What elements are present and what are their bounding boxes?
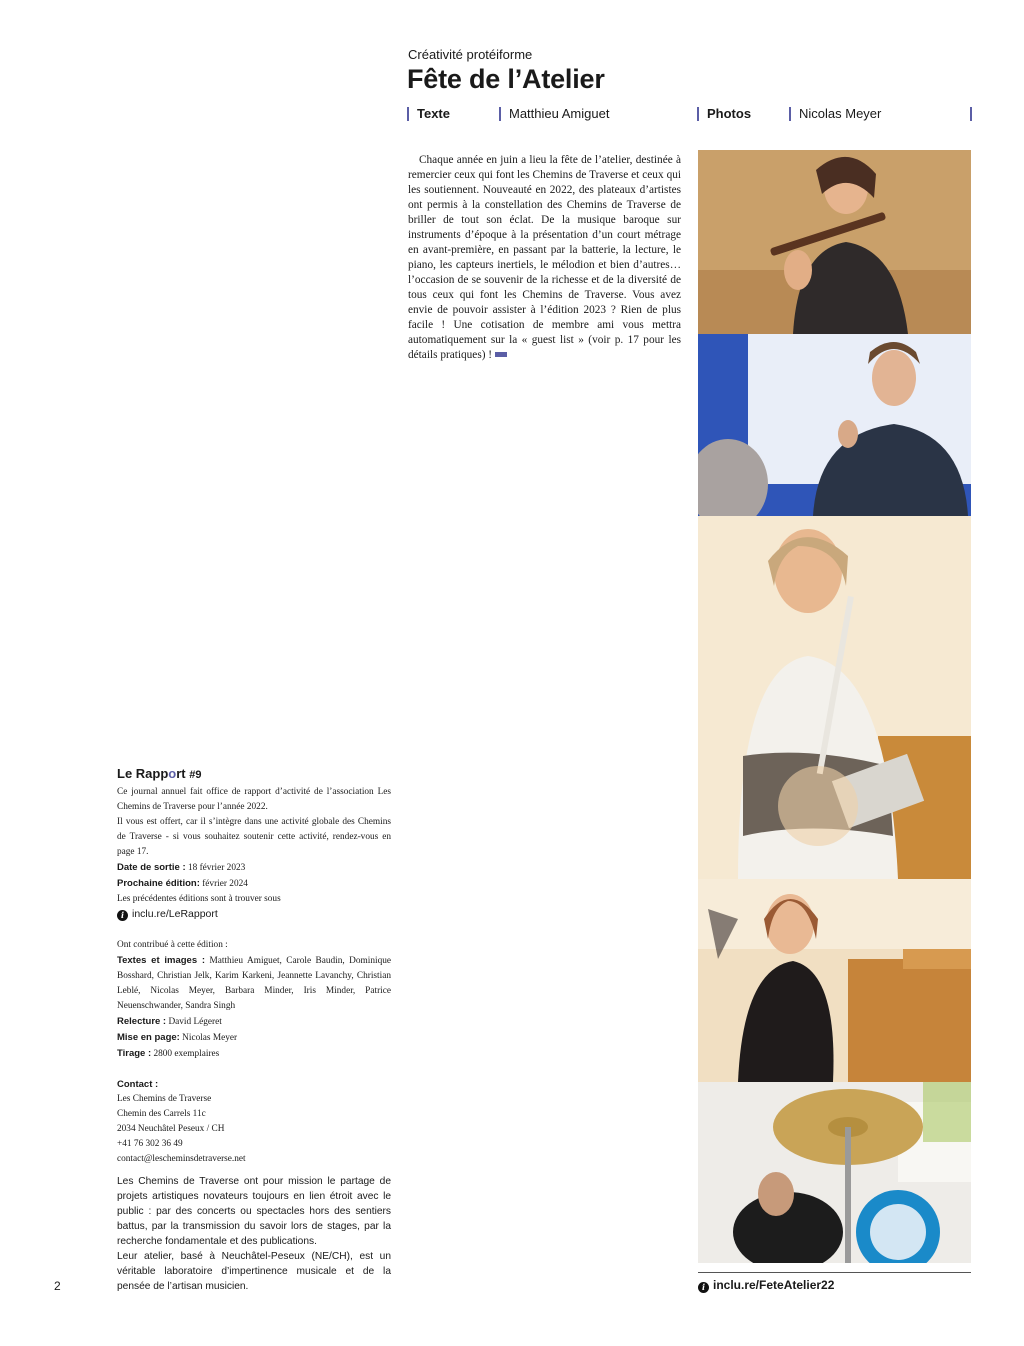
proof-label: Relecture : — [117, 1016, 167, 1027]
print-value: 2800 exemplaires — [153, 1049, 220, 1059]
release-value: 18 février 2023 — [187, 863, 246, 873]
credit-photos-label: Photos — [697, 106, 751, 122]
next-label: Prochaine édition: — [117, 878, 200, 889]
print-run — [117, 1046, 391, 1062]
layout-value: Nicolas Meyer — [182, 1033, 238, 1043]
mission-paragraph: Leur atelier, basé à Neuchâtel-Peseux (NE/CH), est un véritable laboratoire d’impertinence musicale et de la pensée de l’artisan musicien. — [117, 1251, 391, 1292]
credit-text-author: Matthieu Amiguet — [499, 106, 609, 122]
layout-credit — [117, 1030, 391, 1046]
article-paragraph: Chaque année en juin a lieu la fête de l’atelier, destinée à remercier ceux qui font les Chemins de Traverse et ceux qui les soutiennent. Nouveauté en 2022, des plateaux d’artistes ont permis à la constellation des Chemins de Traverse de briller de tout son éclat. De la musique baroque sur instruments d’époque à la présentation d’un court métrage en avant-première, en passant par la batterie, la lecture, le piano, les capteurs inertiels, le mélodion et bien d’autres… l’occasion de se souvenir de la richesse et de la diversité de tous ceux qui font les Chemins de Traverse. Vous avez envie de pouvoir assister à l’édition 2023 ? Rien de plus facile ! Une cotisation de membre ami vous mettra automatiquement sur la « guest list » (voir p. 17 pour les détails pratiques) ! — [408, 154, 681, 361]
photo-gallery-url: inclu.re/FeteAtelier22 — [713, 1278, 835, 1292]
photo-column — [698, 150, 971, 1263]
article-title: Fête de l’Atelier — [407, 64, 605, 94]
next-edition — [117, 876, 391, 892]
end-mark — [495, 352, 507, 357]
contact-label: Contact : — [117, 1079, 159, 1090]
proofreading — [117, 1014, 391, 1030]
texts-images — [117, 953, 391, 1014]
previous-editions: Les précédentes éditions sont à trouver sous — [117, 894, 281, 904]
texts-value: Matthieu Amiguet, Carole Baudin, Dominique Bosshard, Christian Jelk, Karim Karkeni, Jeannette Lavanchy, Christian Leblé, Nicolas Meyer, Barbara Minder, Iris Minder, Patrice Neuenschwander, Sandra Singh — [117, 956, 391, 1011]
photo-drummer — [698, 1082, 971, 1263]
credit-divider — [970, 107, 972, 121]
article-body — [408, 153, 681, 363]
rapport-brand — [117, 766, 391, 783]
photo-flute-player — [698, 150, 971, 334]
contact-email[interactable]: contact@lescheminsdetraverse.net — [117, 1154, 246, 1164]
previous-editions-url: inclu.re/LeRapport — [132, 908, 218, 920]
proof-value: David Légeret — [168, 1017, 222, 1027]
contact-line: 2034 Neuchâtel Peseux / CH — [117, 1124, 225, 1134]
brand-part-a: Le Rapp — [117, 766, 169, 781]
colophon-intro: Ce journal annuel fait office de rapport d’activité de l’association Les Chemins de Traverse pour l’année 2022. — [117, 787, 391, 812]
next-value: février 2024 — [202, 879, 248, 889]
credit-text-label: Texte — [407, 106, 450, 122]
contributed-heading: Ont contribué à cette édition : — [117, 940, 228, 950]
contact-phone[interactable]: +41 76 302 36 49 — [117, 1139, 183, 1149]
contact-line: Chemin des Carrels 11c — [117, 1109, 206, 1119]
brand-part-b: rt — [176, 766, 186, 781]
mission-paragraph: Les Chemins de Traverse ont pour mission le partage de projets artistiques novateurs toujours en lien étroit avec le public : par des concerts ou spectacles hors des sentiers battus, par la transmission du savoir lors de stages, par la recherche fondamentale et des publications. — [117, 1176, 391, 1247]
issue-number: #9 — [189, 769, 202, 781]
mission-statement — [117, 1174, 391, 1294]
page-number: 2 — [54, 1279, 61, 1293]
photo-performer-man — [698, 334, 971, 516]
brand-part-o: o — [168, 766, 177, 781]
print-label: Tirage : — [117, 1048, 152, 1059]
release-label: Date de sortie : — [117, 862, 186, 873]
layout-label: Mise en page: — [117, 1032, 180, 1043]
info-icon: i — [117, 910, 128, 921]
info-icon: i — [698, 1282, 709, 1293]
photo-gallery-link[interactable] — [698, 1272, 971, 1293]
texts-label: Textes et images : — [117, 955, 206, 966]
contact-line: Les Chemins de Traverse — [117, 1094, 212, 1104]
colophon — [117, 766, 391, 1167]
photo-melodion-player — [698, 516, 971, 879]
previous-editions-link[interactable] — [117, 907, 391, 923]
credits-bar — [407, 106, 972, 124]
release-date — [117, 860, 391, 876]
kicker: Créativité protéiforme — [408, 47, 533, 62]
colophon-free: Il vous est offert, car il s’intègre dans une activité globale des Chemins de Traverse - si vous souhaitez soutenir cette activité, rendez-vous en page 17. — [117, 817, 391, 857]
photo-pianist-woman — [698, 879, 971, 1082]
credit-photos-author: Nicolas Meyer — [789, 106, 881, 122]
